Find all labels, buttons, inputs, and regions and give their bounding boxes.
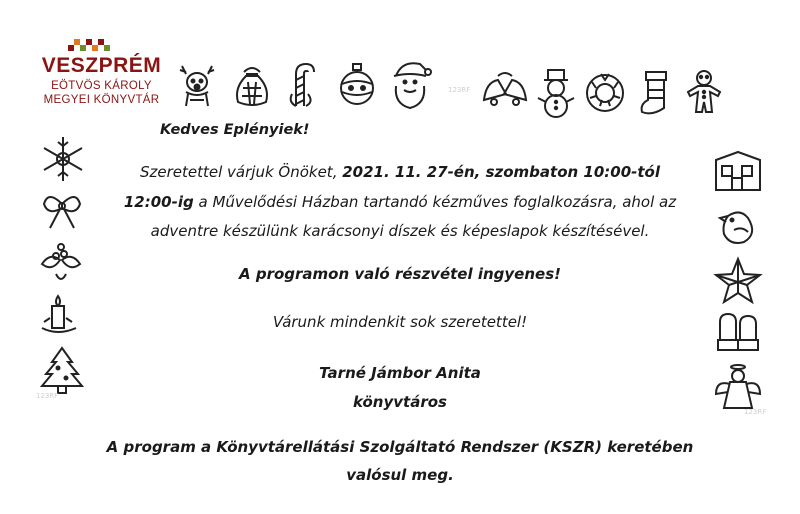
logo-subtitle-1: EÖTVÖS KÁROLY — [51, 80, 152, 92]
watermark: 123RF — [36, 392, 59, 400]
signer-title: könyvtáros — [353, 393, 447, 411]
gift-sack-icon — [228, 60, 276, 110]
invitation-venue: a Művelődési Házban tartandó kézműves foglalkozásra, ahol az — [193, 193, 677, 211]
bells-icon — [478, 70, 532, 116]
invitation-line-2 — [0, 193, 800, 211]
candy-cane-icon — [284, 58, 324, 110]
watermark: 123RF — [448, 86, 471, 94]
invitation-line-3: adventre készülünk karácsonyi díszek és képeslapok készítésével. — [150, 222, 650, 240]
welcome-note: Várunk mindenkit sok szeretettel! — [272, 313, 528, 331]
free-entry-note: A programon való részvétel ingyenes! — [239, 265, 561, 283]
event-date: 2021. 11. 27-én, szombaton 10:00-tól — [342, 163, 660, 181]
logo-title: VESZPRÉM — [41, 54, 162, 77]
santa-icon — [386, 56, 434, 112]
event-end-time: 12:00-ig — [123, 193, 194, 211]
greeting: Kedves Eplényiek! — [160, 122, 310, 138]
invitation-intro: Szeretettel várjuk Önöket, — [139, 163, 343, 181]
checker-mark-icon — [50, 36, 150, 54]
invitation-line-1 — [0, 163, 800, 181]
stocking-icon — [634, 68, 678, 118]
gingerbread-icon — [682, 68, 726, 118]
snowman-icon — [534, 68, 578, 118]
wreath-icon — [582, 70, 628, 116]
reindeer-icon — [172, 60, 222, 110]
footer-line-1: A program a Könyvtárellátási Szolgáltató Rendszer (KSZR) keretében — [106, 438, 694, 456]
ornament-icon — [334, 62, 380, 108]
watermark: 123RF — [744, 408, 767, 416]
signer-name: Tarné Jámbor Anita — [319, 364, 481, 382]
logo-subtitle-2: MEGYEI KÖNYVTÁR — [43, 94, 160, 106]
footer-line-2: valósul meg. — [346, 466, 454, 484]
